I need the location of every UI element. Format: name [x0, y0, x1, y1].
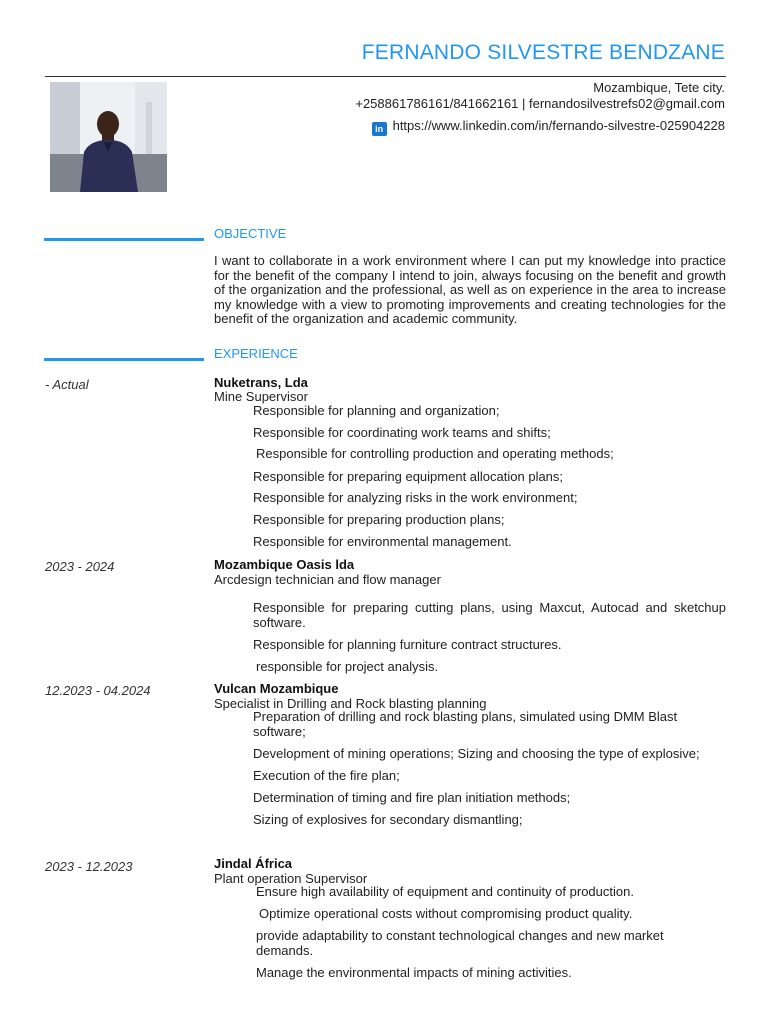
- job-role: Specialist in Drilling and Rock blasting planning: [214, 696, 487, 711]
- job-role: Plant operation Supervisor: [214, 871, 368, 886]
- job-company: Vulcan Mozambique: [214, 681, 339, 696]
- job-duty: Manage the environmental impacts of mining activities.: [256, 965, 572, 980]
- contact-location: Mozambique, Tete city.: [593, 80, 725, 95]
- job-duty: Optimize operational costs without compromising product quality.: [259, 906, 633, 921]
- job-company: Mozambique Oasis lda: [214, 557, 355, 572]
- job-duty: Development of mining operations; Sizing and choosing the type of explosive;: [253, 746, 700, 761]
- job-duty: responsible for project analysis.: [256, 659, 439, 674]
- job-duty: provide adaptability to constant technological changes and new market demands.: [256, 928, 664, 958]
- job-duty: Responsible for planning and organization;: [253, 403, 500, 418]
- job-company: Jindal África: [214, 856, 293, 871]
- job-duty: Responsible for preparing production plans;: [253, 512, 505, 527]
- objective-heading: OBJECTIVE: [214, 226, 287, 241]
- job-duty: Responsible for preparing cutting plans, using Maxcut, Autocad and sketchup software.: [253, 600, 726, 630]
- job-duty: Responsible for analyzing risks in the work environment;: [253, 490, 578, 505]
- job-duty: Determination of timing and fire plan initiation methods;: [253, 790, 571, 805]
- job-date: - Actual: [45, 377, 89, 392]
- job-date: 12.2023 - 04.2024: [45, 683, 151, 698]
- job-date: 2023 - 2024: [45, 559, 115, 574]
- profile-photo-illustration: [50, 82, 167, 192]
- contact-phone-email: +258861786161/841662161 | fernandosilvestrefs02@gmail.com: [355, 96, 725, 111]
- job-company: Nuketrans, Lda: [214, 375, 308, 390]
- job-duty: Responsible for environmental management.: [253, 534, 512, 549]
- candidate-name: FERNANDO SILVESTRE BENDZANE: [361, 41, 725, 64]
- job-duty: Ensure high availability of equipment and continuity of production.: [256, 884, 634, 899]
- job-duty: Responsible for coordinating work teams and shifts;: [253, 425, 551, 440]
- experience-section-bar: [44, 358, 204, 361]
- linkedin-url[interactable]: https://www.linkedin.com/in/fernando-silvestre-025904228: [392, 118, 725, 133]
- contact-linkedin[interactable]: [372, 118, 725, 136]
- profile-photo: [50, 82, 167, 192]
- experience-heading: EXPERIENCE: [214, 346, 298, 361]
- header-divider: [45, 76, 726, 77]
- objective-section-bar: [44, 238, 204, 241]
- objective-text: I want to collaborate in a work environment where I can put my knowledge into practice for the benefit of the company I intend to join, always focusing on the benefit and growth of the organization and the professional, as well as on experience in the area to increase my knowledge with a view to promoting improvements and creating technologies for the benefit of the organization and academic community.: [214, 253, 726, 327]
- job-role: Arcdesign technician and flow manager: [214, 572, 441, 587]
- job-duty: Sizing of explosives for secondary dismantling;: [253, 812, 523, 827]
- job-date: 2023 - 12.2023: [45, 859, 133, 874]
- job-role: Mine Supervisor: [214, 389, 308, 404]
- job-duty: Responsible for planning furniture contract structures.: [253, 637, 562, 652]
- linkedin-icon: in: [372, 122, 387, 136]
- job-duty: Responsible for controlling production and operating methods;: [256, 446, 614, 461]
- job-duty: Responsible for preparing equipment allocation plans;: [253, 469, 564, 484]
- job-duty: Execution of the fire plan;: [253, 768, 400, 783]
- job-duty: Preparation of drilling and rock blasting plans, simulated using DMM Blast software;: [253, 709, 678, 739]
